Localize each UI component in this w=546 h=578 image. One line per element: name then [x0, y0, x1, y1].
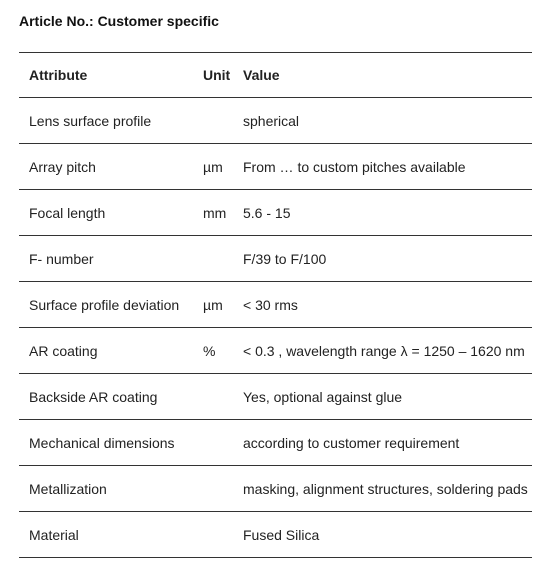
cell-unit — [203, 236, 243, 282]
cell-unit: % — [203, 342, 216, 359]
cell-value: Yes, optional against glue — [243, 388, 403, 405]
page-title: Article No.: Customer specific — [19, 13, 219, 29]
cell-value: F/39 to F/100 — [243, 250, 327, 267]
cell-unit — [203, 98, 243, 144]
cell-unit: µm — [203, 296, 223, 313]
cell-value: spherical — [243, 112, 300, 129]
cell-attribute: Metallization — [29, 480, 107, 497]
cell-value: From … to custom pitches available — [243, 158, 466, 175]
cell-unit: mm — [203, 204, 227, 221]
table-row — [19, 328, 532, 374]
header-value: Value — [243, 67, 280, 83]
cell-attribute: Array pitch — [29, 158, 96, 175]
cell-attribute: Material — [29, 526, 79, 543]
cell-value: according to customer requirement — [243, 434, 460, 451]
cell-attribute: Surface profile deviation — [29, 296, 180, 313]
table-header-row — [19, 53, 532, 98]
cell-attribute: Mechanical dimensions — [29, 434, 175, 451]
header-unit: Unit — [203, 67, 231, 83]
cell-unit — [203, 374, 243, 420]
cell-value: < 30 rms — [243, 296, 298, 313]
cell-unit — [203, 420, 243, 466]
table-row — [19, 190, 532, 236]
cell-unit: µm — [203, 158, 223, 175]
table-row — [19, 282, 532, 328]
cell-unit — [203, 466, 243, 512]
table-row — [19, 144, 532, 190]
cell-value: 5.6 - 15 — [243, 204, 291, 221]
specification-table — [19, 52, 532, 558]
table-row — [19, 420, 532, 466]
cell-attribute: Lens surface profile — [29, 112, 152, 129]
cell-attribute: F- number — [29, 250, 94, 267]
table-row — [19, 374, 532, 420]
header-attribute: Attribute — [29, 67, 88, 83]
table-row — [19, 466, 532, 512]
cell-attribute: Focal length — [29, 204, 106, 221]
table-row — [19, 98, 532, 144]
cell-attribute: AR coating — [29, 342, 98, 359]
cell-value: < 0.3 , wavelength range λ = 1250 – 1620 nm — [243, 342, 525, 359]
cell-value: masking, alignment structures, soldering pads — [243, 480, 528, 497]
cell-attribute: Backside AR coating — [29, 388, 158, 405]
table-row — [19, 236, 532, 282]
cell-value: Fused Silica — [243, 526, 320, 543]
table-row — [19, 512, 532, 558]
cell-unit — [203, 512, 243, 558]
